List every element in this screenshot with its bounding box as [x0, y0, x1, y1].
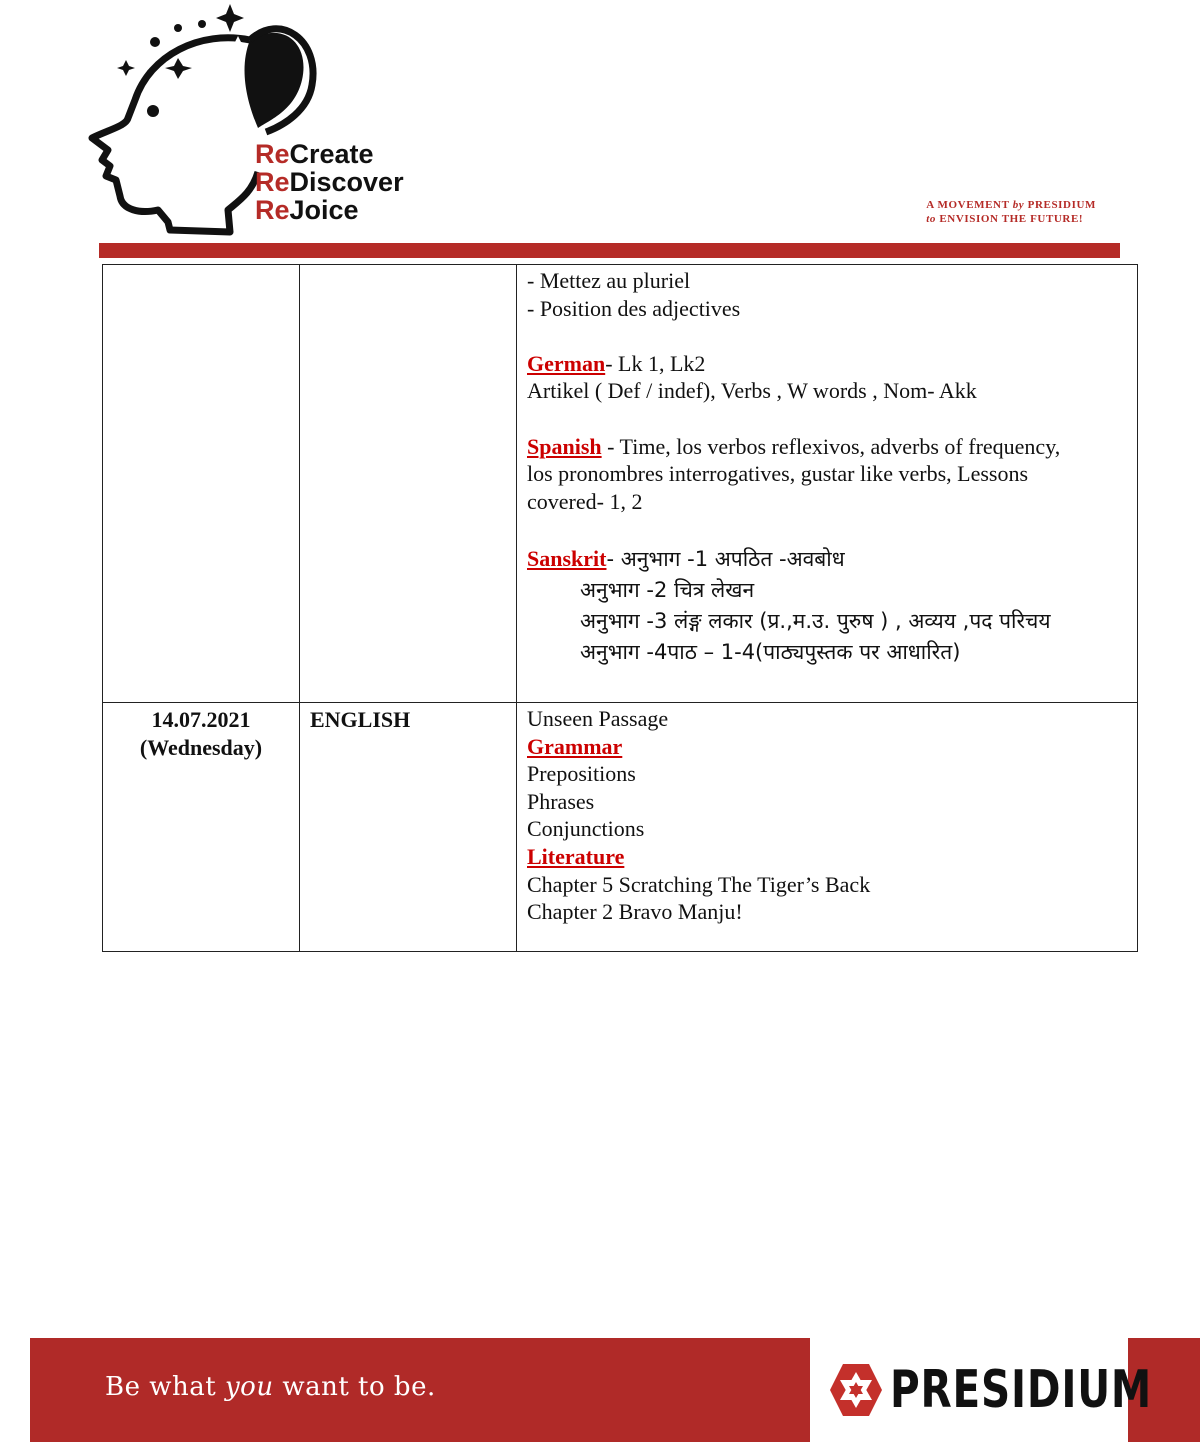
- recreate-logo: [80, 0, 460, 240]
- list-item: Phrases: [527, 788, 595, 814]
- brand-name: PRESIDIUM: [890, 1360, 1153, 1420]
- syllabus-cell: Unseen Passage Grammar Prepositions Phrases Conjunctions Literature Chapter 5 Scratching The Tiger’s Back Chapter 2 Bravo Manju!: [517, 703, 1138, 952]
- subject-cell: ENGLISH: [300, 703, 517, 952]
- list-item: Prepositions: [527, 761, 636, 787]
- literature-heading: Literature: [527, 843, 625, 869]
- table-row: [103, 703, 1138, 952]
- footer-slogan: Be what you want to be.: [105, 1372, 436, 1402]
- german-heading: German: [527, 350, 606, 376]
- spanish-heading: Spanish: [527, 433, 602, 459]
- logo-wordmark: ReCreate ReDiscover ReJoice: [255, 139, 404, 225]
- table-row: [103, 265, 1138, 703]
- french-item: - Mettez au pluriel: [527, 268, 691, 293]
- presidium-logo: [826, 1358, 1153, 1422]
- date-cell: [103, 265, 300, 703]
- list-item: Chapter 5 Scratching The Tiger’s Back: [527, 871, 871, 897]
- list-item: Chapter 2 Bravo Manju!: [527, 899, 743, 925]
- exam-syllabus-table: [102, 264, 1138, 952]
- french-item: - Position des adjectives: [527, 295, 741, 321]
- header-divider-bar: [99, 243, 1120, 258]
- sanskrit-heading: Sanskrit: [527, 545, 607, 571]
- subject-cell: [300, 265, 517, 703]
- syllabus-cell: - Mettez au pluriel - Position des adjectives German- Lk 1, Lk2 Artikel ( Def / indef), Verbs , W words , Nom- Akk Spanish - Time, los verbos reflexivos, adverbs of frequency, los pronombres interrogatives, gustar like verbs, Lessons covered- 1, 2 Sanskrit- अनुभाग -1 अपठित -अवबोध अनुभाग -2 चित्र लेखन अनुभाग -3 लंङ्ग लकार (प्र.,म.उ. पुरुष ) , अव्यय ,पद परिचय अनुभाग -4पाठ – 1-4(पाठ्यपुस्तक पर आधारित): [517, 265, 1138, 703]
- list-item: Conjunctions: [527, 816, 645, 842]
- footer-banner: [30, 1338, 810, 1442]
- presidium-star-icon: [826, 1360, 886, 1420]
- header-tagline: A MOVEMENT by PRESIDIUM to ENVISION THE FUTURE!: [926, 199, 1096, 225]
- date-cell: 14.07.2021 (Wednesday): [103, 703, 300, 952]
- grammar-heading: Grammar: [527, 733, 623, 759]
